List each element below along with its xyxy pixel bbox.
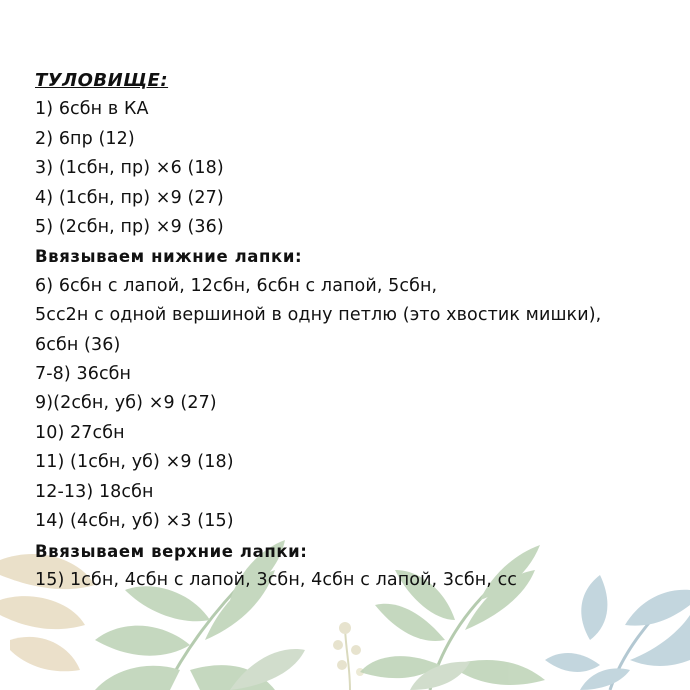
pattern-row: 12-13) 18сбн [35, 481, 154, 502]
pattern-row: 5) (2сбн, пр) ×9 (36) [35, 217, 224, 238]
pattern-document [35, 66, 675, 595]
pattern-row: 6) 6сбн с лапой, 12сбн, 6сбн с лапой, 5сбн, [35, 275, 438, 296]
pattern-row: 14) (4сбн, уб) ×3 (15) [35, 511, 234, 532]
section-title: ТУЛОВИЩЕ: [35, 70, 169, 91]
subheading: Ввязываем нижние лапки: [35, 247, 303, 267]
pattern-row: 7-8) 36сбн [35, 364, 132, 385]
berry-cluster [333, 622, 364, 690]
pattern-row: 9)(2сбн, уб) ×9 (27) [35, 393, 217, 414]
pattern-row: 1) 6сбн в КА [35, 99, 149, 120]
pattern-row: 5сс2н с одной вершиной в одну петлю (это хвостик мишки), [35, 305, 602, 326]
pattern-row: 10) 27сбн [35, 422, 125, 443]
pattern-row: 2) 6пр (12) [35, 128, 135, 149]
pattern-row: 4) (1сбн, пр) ×9 (27) [35, 187, 224, 208]
pattern-row: 6сбн (36) [35, 334, 121, 355]
subheading: Ввязываем верхние лапки: [35, 541, 308, 561]
pattern-row: 3) (1сбн, пр) ×6 (18) [35, 158, 224, 179]
pattern-row: 11) (1сбн, уб) ×9 (18) [35, 452, 234, 473]
pattern-row: 15) 1сбн, 4сбн с лапой, 3сбн, 4сбн с лапой, 3сбн, сс [35, 569, 518, 590]
